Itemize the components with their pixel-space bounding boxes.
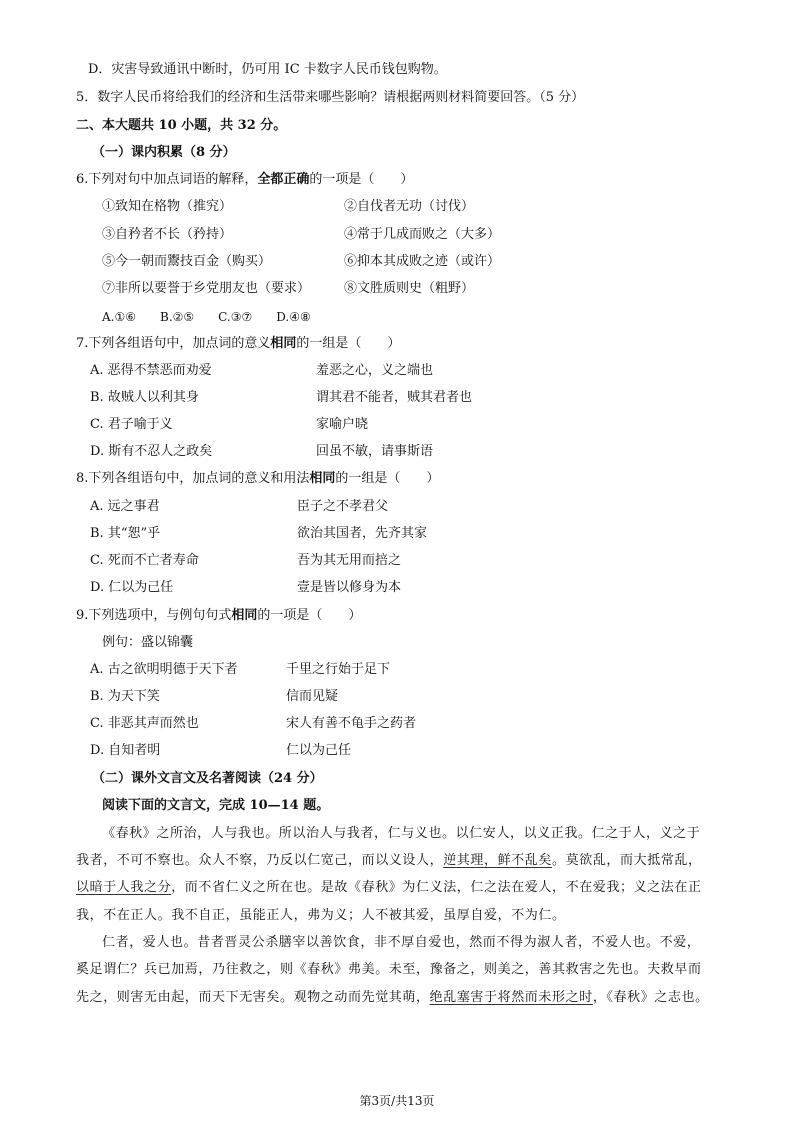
question-5: 5．数字人民币将给我们的经济和生活带来哪些影响？请根据两则材料简要回答。（5 分） — [76, 90, 585, 105]
q7-option-c-pair: 家喻户晓 — [316, 417, 369, 432]
q7-stem-emphasis: 相同 — [270, 336, 297, 351]
q6-choices: A.①⑥ B.②⑤ C.③⑦ D.④⑧ — [102, 310, 311, 324]
q9-example: 例句：盛以锦囊 — [102, 635, 194, 650]
passage-p2-line1: 仁者，爱人也。昔者晋灵公杀膳宰以善饮食，非不厚自爱也，然而不得为淑人者，不爱人也。不爱， — [102, 935, 701, 950]
q8-option-a: A. 远之事君 — [90, 499, 160, 514]
underlined-phrase: 逆其理，鲜不乱矣 — [443, 853, 553, 868]
q7-stem-a: 7.下列各组语句中，加点词的意义 — [76, 336, 271, 351]
q7-stem-c: 的一组是（ ） — [296, 336, 401, 351]
passage-p1-line4: 我，不在正人。我不自正，虽能正人，弗为义；人不被其爱，虽厚自爱，不为仁。 — [76, 908, 566, 923]
q6-item: ②自伐者无功（讨伐） — [344, 199, 475, 214]
q9-option-a-pair: 千里之行始于足下 — [286, 662, 391, 677]
passage-p1-line1: 《春秋》之所治，人与我也。所以治人与我者，仁与义也。以仁安人，以义正我。仁之于人，义之于 — [102, 826, 701, 841]
q8-option-a-pair: 臣子之不孝君父 — [297, 499, 389, 514]
question-8-stem — [76, 470, 439, 488]
q6-stem-c: 的一项是（ ） — [309, 172, 414, 187]
p2-line3-a: 先之，则害无由起，而天下无害矣。观物之动而先觉其萌， — [76, 990, 430, 1005]
underlined-phrase: 绝乱塞害于将然而未形之时 — [429, 990, 593, 1005]
q6-item: ⑥抑本其成败之迹（或许） — [344, 254, 501, 269]
q7-option-c: C. 君子喻于义 — [90, 417, 173, 432]
q8-option-b: B. 其“恕”乎 — [90, 526, 161, 541]
passage-p2-line2: 奚足谓仁？兵已加焉，乃往救之，则《春秋》弗美。未至，豫备之，则美之，善其救害之先也。夫救早而 — [76, 962, 702, 977]
p1-line2-c: 。莫欲乱，而大抵常乱， — [552, 853, 702, 868]
question-6-stem — [76, 171, 413, 189]
p2-line3-c: ，《春秋》之志也。 — [592, 990, 709, 1005]
q8-option-d-pair: 壹是皆以修身为本 — [297, 580, 402, 595]
page-footer: 第3页/共13页 — [359, 1094, 435, 1108]
q7-option-b: B. 故贼人以利其身 — [90, 390, 199, 405]
q6-item: ①致知在格物（推究） — [102, 199, 233, 214]
p1-line3-b: ，而不省仁义之所在也。是故《春秋》为仁义法，仁之法在爱人，不在爱我；义之法在正 — [171, 880, 702, 895]
question-9-stem — [76, 607, 361, 625]
q9-stem-c: 的一项是（ ） — [257, 608, 362, 623]
q9-stem-emphasis: 相同 — [231, 608, 258, 623]
q9-option-c-pair: 宋人有善不龟手之药者 — [286, 716, 417, 731]
q7-option-a-pair: 羞恶之心，义之端也 — [316, 363, 434, 378]
q6-item: ⑦非所以要誉于乡党朋友也（要求） — [102, 281, 311, 296]
q9-option-b: B. 为天下笑 — [90, 689, 160, 704]
q9-option-a: A. 古之欲明明德于天下者 — [90, 662, 238, 677]
q9-option-d: D. 自知者明 — [90, 743, 161, 758]
q6-stem-a: 6.下列对句中加点词语的解释， — [76, 172, 258, 187]
q7-option-a: A. 恶得不禁恶而劝爱 — [90, 363, 212, 378]
passage-p1-line2 — [76, 852, 702, 870]
part-1-title: （一）课内积累（8 分） — [92, 145, 236, 160]
q9-stem-a: 9.下列选项中，与例句句式 — [76, 608, 232, 623]
q6-item: ④常于几成而败之（大多） — [344, 227, 501, 242]
q7-option-d: D. 斯有不忍人之政矣 — [90, 444, 213, 459]
q8-option-d: D. 仁以为己任 — [90, 580, 174, 595]
section-2-title: 二、本大题共 10 小题，共 32 分。 — [76, 118, 287, 133]
q8-option-c: C. 死而不亡者寿命 — [90, 553, 199, 568]
q6-item: ⑧文胜质则史（粗野） — [344, 281, 475, 296]
part-2-instruction: 阅读下面的文言文，完成 10—14 题。 — [102, 798, 330, 813]
q9-option-d-pair: 仁以为己任 — [286, 743, 352, 758]
q8-option-c-pair: 吾为其无用而掊之 — [297, 553, 402, 568]
q8-stem-c: 的一组是（ ） — [335, 471, 440, 486]
passage-p2-line3 — [76, 989, 709, 1007]
underlined-phrase: 以暗于人我之分 — [76, 880, 172, 895]
q6-item: ⑤今一朝而鬻技百金（购买） — [102, 254, 272, 269]
q8-stem-a: 8.下列各组语句中，加点词的意义和用法 — [76, 471, 310, 486]
q9-option-b-pair: 信而见疑 — [286, 689, 339, 704]
question-7-stem — [76, 335, 400, 353]
passage-p1-line3 — [76, 879, 702, 897]
q6-stem-emphasis: 全都正确 — [257, 172, 310, 187]
q6-item: ③自矜者不长（矜持） — [102, 227, 233, 242]
q8-option-b-pair: 欲治其国者，先齐其家 — [297, 526, 428, 541]
option-d: D．灾害导致通讯中断时，仍可用 IC 卡数字人民币钱包购物。 — [88, 62, 447, 77]
part-2-title: （二）课外文言文及名著阅读（24 分） — [92, 771, 323, 786]
p1-line2-a: 我者，不可不察也。众人不察，乃反以仁宽己，而以义设人， — [76, 853, 444, 868]
q7-option-b-pair: 谓其君不能者，贼其君者也 — [316, 390, 473, 405]
q7-option-d-pair: 回虽不敏，请事斯语 — [316, 444, 434, 459]
q9-option-c: C. 非恶其声而然也 — [90, 716, 199, 731]
q8-stem-emphasis: 相同 — [309, 471, 336, 486]
